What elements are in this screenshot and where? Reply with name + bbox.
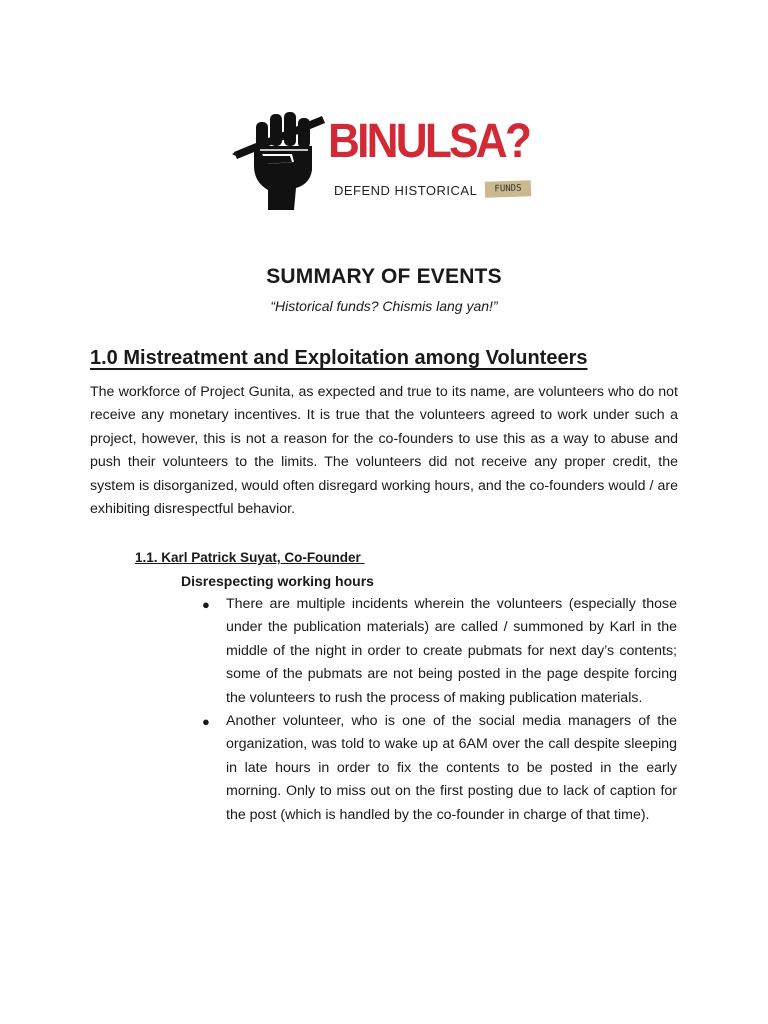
page-title: SUMMARY OF EVENTS xyxy=(266,265,502,288)
bullet-icon: ● xyxy=(202,714,210,730)
logo-funds-tag: FUNDS xyxy=(485,180,532,198)
page-subtitle: “Historical funds? Chismis lang yan!” xyxy=(270,298,498,314)
section-heading: 1.0 Mistreatment and Exploitation among Volunteers xyxy=(90,347,588,369)
list-item xyxy=(202,593,677,710)
list-item xyxy=(202,710,677,827)
bullet-list xyxy=(202,593,677,827)
bullet-icon: ● xyxy=(202,597,210,612)
binulsa-logo xyxy=(232,106,542,212)
logo-tagline: DEFEND HISTORICAL xyxy=(334,183,478,198)
list-item-text: There are multiple incidents wherein the volunteers (especially those under the publication materials) are called / summoned by Karl in the middle of the night in order to create pubmats for next day’s contents; some of the pubmats are not being posted in the page despite forcing the volunteers to rush the process of making publication materials. xyxy=(226,596,677,706)
subsection-heading: 1.1. Karl Patrick Suyat, Co-Founder xyxy=(135,550,365,565)
subsection-topic: Disrespecting working hours xyxy=(181,573,374,589)
raised-fist-pencil-icon xyxy=(232,106,328,212)
section-paragraph: The workforce of Project Gunita, as expected and true to its name, are volunteers who do not receive any monetary incentives. It is true that the volunteers agreed to work under such a project, however, this is not a reason for the co-founders to use this as a way to abuse and push their volunteers to the limits. The volunteers did not receive any proper credit, the system is disorganized, would often disregard working hours, and the co-founders would / are exhibiting disrespectful behavior. xyxy=(90,384,678,518)
logo-brand-text: BINULSA? xyxy=(328,115,530,168)
list-item-text: Another volunteer, who is one of the social media managers of the organization, was told to wake up at 6AM over the call despite sleeping in late hours in order to fix the contents to be posted in the early morning. Only to miss out on the first posting due to lack of caption for the post (which is handled by the co-founder in charge of that time). xyxy=(226,713,677,823)
